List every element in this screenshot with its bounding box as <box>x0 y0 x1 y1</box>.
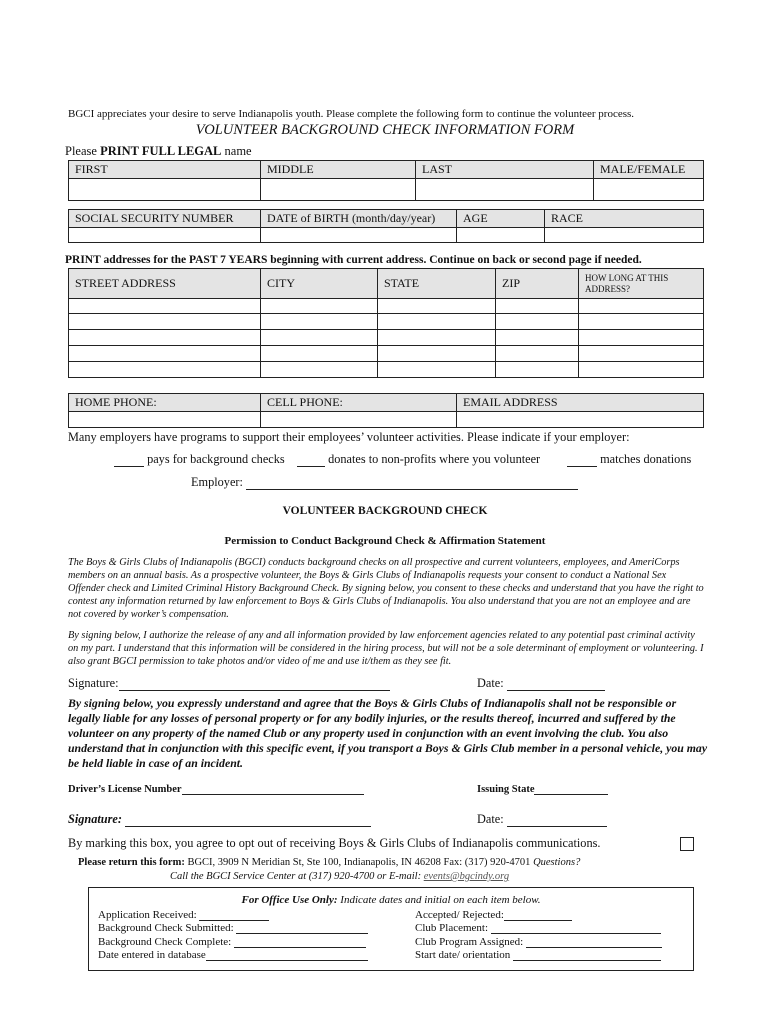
zip-label: ZIP <box>496 269 579 299</box>
opt-out-text: By marking this box, you agree to opt out of receiving Boys & Girls Clubs of Indianapolis communications. <box>68 836 601 850</box>
date-label: Date: <box>477 676 504 690</box>
ssn-label: SOCIAL SECURITY NUMBER <box>69 210 261 228</box>
office-left-2 <box>98 922 368 934</box>
gender-label: MALE/FEMALE <box>594 161 704 179</box>
issuing-state-line <box>477 784 608 795</box>
option-3-blank[interactable] <box>567 466 597 467</box>
zip-field[interactable] <box>496 330 579 346</box>
cell-phone-label: CELL PHONE: <box>261 394 457 412</box>
city-field[interactable] <box>261 346 378 362</box>
identity-table <box>68 209 704 243</box>
address-instruction: PRINT addresses for the PAST 7 YEARS beginning with current address. Continue on back or second page if needed. <box>65 254 642 266</box>
age-label: AGE <box>457 210 545 228</box>
city-field[interactable] <box>261 299 378 314</box>
age-field[interactable] <box>457 228 545 243</box>
email-link[interactable]: events@bgcindy.org <box>423 871 510 882</box>
accepted-rejected-field[interactable] <box>504 920 572 921</box>
street-field[interactable] <box>69 314 261 330</box>
signature-field[interactable] <box>119 690 390 691</box>
club-program-field[interactable] <box>526 947 662 948</box>
first-name-label: FIRST <box>69 161 261 179</box>
how-long-label: HOW LONG AT THIS ADDRESS? <box>579 269 704 299</box>
race-label: RACE <box>545 210 704 228</box>
employer-option-3 <box>567 452 691 467</box>
ssn-field[interactable] <box>69 228 261 243</box>
how-long-field[interactable] <box>579 346 704 362</box>
club-placement-label: Club Placement: <box>415 922 489 934</box>
return-label: Please return this form: <box>78 857 185 868</box>
section-heading: VOLUNTEER BACKGROUND CHECK <box>282 505 488 517</box>
license-label: Driver’s License Number <box>68 784 182 795</box>
authorization-paragraph: By signing below, I authorize the release of any and all information provided by law enforcement agencies related to any potential past criminal activity on my part. I understand that this information will be considered in the hiring process, but will not be a sole determinant of employment or volunteering. I also grant BGCI permission to take photos and/or video of me and use it/them as they see fit. <box>68 630 704 667</box>
city-field[interactable] <box>261 314 378 330</box>
option-1-blank[interactable] <box>114 466 144 467</box>
how-long-field[interactable] <box>579 299 704 314</box>
issuing-state-label: Issuing State <box>477 784 535 795</box>
state-label: STATE <box>378 269 496 299</box>
date-field[interactable] <box>507 826 607 827</box>
check-complete-field[interactable] <box>234 947 366 948</box>
check-complete-label: Background Check Complete: <box>98 936 232 948</box>
date-field[interactable] <box>507 690 605 691</box>
issuing-state-field[interactable] <box>534 794 608 795</box>
signature-line-1 <box>68 676 390 691</box>
street-label: STREET ADDRESS <box>69 269 261 299</box>
street-field[interactable] <box>69 362 261 378</box>
signature-field[interactable] <box>125 826 371 827</box>
start-date-field[interactable] <box>513 960 661 961</box>
state-field[interactable] <box>378 314 496 330</box>
opt-out-checkbox[interactable] <box>680 837 694 851</box>
state-field[interactable] <box>378 330 496 346</box>
dob-label: DATE of BIRTH (month/day/year) <box>261 210 457 228</box>
license-field[interactable] <box>182 794 364 795</box>
option-1-label: pays for background checks <box>147 452 285 466</box>
how-long-field[interactable] <box>579 330 704 346</box>
street-field[interactable] <box>69 299 261 314</box>
consent-paragraph: The Boys & Girls Clubs of Indianapolis (BGCI) conducts background checks on all prospective and current volunteers, employees, and AmeriCorps members on an annual basis. As a prospective volunteer, the Boys & Girls Clubs of Indianapolis requests your consent to conduct a National Sex Offender check and Limited Criminal History Background Check. By signing below, you consent to these checks and understand that you have the right to contest any information returned by law enforcement to Boys & Girls Clubs of Indianapolis. You also understand that you are not an employee and are not covered by worker’s compensation. <box>68 557 704 620</box>
call-text: Call the BGCI Service Center at (317) 920-4700 or E-mail: <box>170 871 422 882</box>
option-2-label: donates to non-profits where you volunteer <box>328 452 541 466</box>
employer-question: Many employers have programs to support their employees’ volunteer activities. Please indicate if your employer: <box>68 430 630 444</box>
zip-field[interactable] <box>496 314 579 330</box>
middle-name-label: MIDDLE <box>261 161 416 179</box>
employer-line <box>191 475 578 490</box>
zip-field[interactable] <box>496 299 579 314</box>
city-field[interactable] <box>261 362 378 378</box>
state-field[interactable] <box>378 362 496 378</box>
city-field[interactable] <box>261 330 378 346</box>
office-heading-rest: Indicate dates and initial on each item below. <box>340 894 541 906</box>
check-submitted-field[interactable] <box>236 933 368 934</box>
liability-statement: By signing below, you expressly understand and agree that the Boys & Girls Clubs of Indianapolis shall not be responsible or legally liable for any losses of personal property or for any bodily injuries, or the results thereof, incurred and suffered by the volunteer on any property of the named Club or any property used in conjunction with an event involving the club. You also understand that in conjunction with this specific event, if you transport a Boys & Girls Club member in a personal vehicle, you may be held liable in case of an incident. <box>68 696 708 770</box>
return-line <box>78 857 580 868</box>
club-program-label: Club Program Assigned: <box>415 936 524 948</box>
signature-line-2 <box>68 812 371 827</box>
call-line <box>170 871 509 882</box>
employer-field[interactable] <box>246 489 578 490</box>
intro-text: BGCI appreciates your desire to serve Indianapolis youth. Please complete the following form to continue the volunteer process. <box>68 108 635 120</box>
form-title: VOLUNTEER BACKGROUND CHECK INFORMATION FORM <box>195 122 575 138</box>
club-placement-field[interactable] <box>491 933 661 934</box>
last-name-label: LAST <box>416 161 594 179</box>
return-address: BGCI, 3909 N Meridian St, Ste 100, Indianapolis, IN 46208 Fax: (317) 920-4701 <box>187 857 531 868</box>
office-right-1 <box>415 909 572 921</box>
email-label: EMAIL ADDRESS <box>457 394 704 412</box>
print-name-suffix: name <box>224 144 252 158</box>
print-name-bold: PRINT FULL LEGAL <box>100 144 222 158</box>
how-long-field[interactable] <box>579 314 704 330</box>
office-left-1 <box>98 909 269 921</box>
office-left-3 <box>98 936 366 948</box>
zip-field[interactable] <box>496 362 579 378</box>
employer-option-1 <box>114 452 285 467</box>
city-label: CITY <box>261 269 378 299</box>
address-table <box>68 268 704 378</box>
database-date-field[interactable] <box>206 960 368 961</box>
office-heading-bold: For Office Use Only: <box>241 894 338 906</box>
how-long-field[interactable] <box>579 362 704 378</box>
email-field[interactable] <box>457 412 704 428</box>
phone-table <box>68 393 704 428</box>
employer-option-2 <box>297 452 540 467</box>
office-heading <box>89 894 693 906</box>
license-line <box>68 784 364 795</box>
permission-heading: Permission to Conduct Background Check & Affirmation Statement <box>224 535 546 547</box>
name-table <box>68 160 704 201</box>
street-field[interactable] <box>69 330 261 346</box>
race-field[interactable] <box>545 228 704 243</box>
option-3-label: matches donations <box>600 452 692 466</box>
first-name-field[interactable] <box>69 179 261 201</box>
signature-label: Signature: <box>68 676 119 690</box>
application-received-field[interactable] <box>199 920 269 921</box>
option-2-blank[interactable] <box>297 466 325 467</box>
date-line-1 <box>477 676 605 691</box>
accepted-rejected-label: Accepted/ Rejected: <box>415 909 504 921</box>
start-date-label: Start date/ orientation <box>415 949 511 961</box>
office-right-4 <box>415 949 661 961</box>
home-phone-label: HOME PHONE: <box>69 394 261 412</box>
gender-field[interactable] <box>594 179 704 201</box>
street-field[interactable] <box>69 346 261 362</box>
office-right-2 <box>415 922 661 934</box>
state-field[interactable] <box>378 299 496 314</box>
office-left-4 <box>98 949 368 961</box>
questions-label: Questions? <box>533 857 581 868</box>
middle-name-field[interactable] <box>261 179 416 201</box>
date-label: Date: <box>477 812 504 826</box>
cell-phone-field[interactable] <box>261 412 457 428</box>
zip-field[interactable] <box>496 346 579 362</box>
last-name-field[interactable] <box>416 179 594 201</box>
print-name-prefix: Please <box>65 144 97 158</box>
office-use-box <box>88 887 694 971</box>
employer-label: Employer: <box>191 475 243 489</box>
check-submitted-label: Background Check Submitted: <box>98 922 234 934</box>
dob-field[interactable] <box>261 228 457 243</box>
office-right-3 <box>415 936 662 948</box>
date-line-2 <box>477 812 607 827</box>
database-date-label: Date entered in database <box>98 949 206 961</box>
application-received-label: Application Received: <box>98 909 197 921</box>
print-name-instruction <box>65 144 252 159</box>
state-field[interactable] <box>378 346 496 362</box>
home-phone-field[interactable] <box>69 412 261 428</box>
signature-label: Signature: <box>68 812 122 826</box>
